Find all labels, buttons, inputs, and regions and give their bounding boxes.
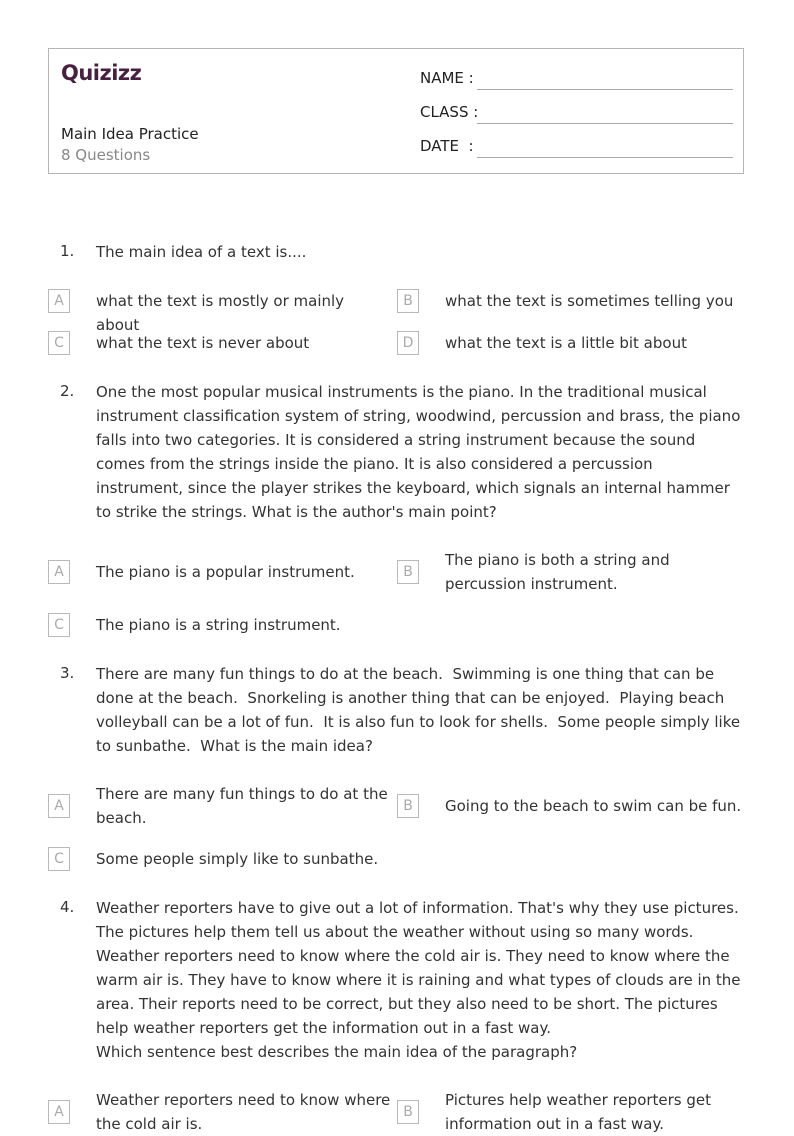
option-letter-box[interactable]: A: [48, 560, 70, 584]
question-text: Weather reporters have to give out a lot of information. That's why they use pictures. The pictures help them tell us about the weather without using so many words. Weather reporters need to know where the cold air is. They need to know where the warm air is. They have to know where it is raining and what types of clouds are in the area. Their reports need to be correct, but they also need to be short. The pictures help weather reporters get the information out in a fast way.: [96, 899, 741, 1037]
question-number: 4.: [60, 898, 75, 916]
option-letter-box[interactable]: B: [397, 560, 419, 584]
class-label: CLASS :: [420, 103, 479, 121]
question-count: 8 Questions: [61, 146, 151, 164]
option-text: Weather reporters need to know where the cold air is.: [96, 1091, 391, 1133]
option-text: what the text is mostly or mainly about: [96, 292, 345, 334]
question-text: One the most popular musical instruments is the piano. In the traditional musical instrument classification system of string, woodwind, percussion and brass, the piano falls into two categories. It is considered a string instrument because the sound comes from the strings inside the piano. It is also considered a percussion instrument, since the player strikes the keyboard, which signals an internal hammer to strike the strings. What is the author's main point?: [96, 383, 741, 521]
option-letter-box[interactable]: A: [48, 289, 70, 313]
option-letter-box[interactable]: C: [48, 847, 70, 871]
quizizz-logo: [61, 58, 153, 88]
option-text: Going to the beach to swim can be fun.: [445, 797, 742, 815]
question-number: 2.: [60, 382, 75, 400]
option-letter-box[interactable]: D: [397, 331, 419, 355]
option-letter-box[interactable]: A: [48, 794, 70, 818]
option-letter-box[interactable]: B: [397, 1100, 419, 1124]
date-label: DATE :: [420, 137, 474, 155]
option-letter-box[interactable]: A: [48, 1100, 70, 1124]
option-text: what the text is sometimes telling you: [445, 292, 734, 310]
name-field[interactable]: [477, 89, 733, 90]
option-letter-box[interactable]: B: [397, 794, 419, 818]
worksheet-title: Main Idea Practice: [61, 125, 199, 143]
option-letter-box[interactable]: B: [397, 289, 419, 313]
option-letter-box[interactable]: C: [48, 613, 70, 637]
date-field[interactable]: [477, 157, 733, 158]
option-letter-box[interactable]: C: [48, 331, 70, 355]
question-text: The main idea of a text is....: [96, 243, 307, 261]
class-field[interactable]: [477, 123, 733, 124]
question-prompt: Which sentence best describes the main idea of the paragraph?: [96, 1043, 578, 1061]
svg-text:Quizizz: Quizizz: [61, 61, 142, 85]
question-number: 3.: [60, 664, 75, 682]
option-text: The piano is a popular instrument.: [96, 563, 355, 581]
option-text: what the text is a little bit about: [445, 334, 687, 352]
question-number: 1.: [60, 242, 75, 260]
name-label: NAME :: [420, 69, 474, 87]
worksheet-header: [48, 48, 744, 174]
option-text: Pictures help weather reporters get information out in a fast way.: [445, 1091, 712, 1133]
option-text: what the text is never about: [96, 334, 310, 352]
question-text: There are many fun things to do at the beach. Swimming is one thing that can be done at the beach. Snorkeling is another thing that can be enjoyed. Playing beach volleyball can be a lot of fun. It is also fun to look for shells. Some people simply like to sunbathe. What is the main idea?: [96, 665, 745, 755]
option-text: Some people simply like to sunbathe.: [96, 850, 379, 868]
option-text: The piano is a string instrument.: [96, 616, 341, 634]
option-text: There are many fun things to do at the beach.: [96, 785, 388, 827]
option-text: The piano is both a string and percussion instrument.: [445, 551, 670, 593]
